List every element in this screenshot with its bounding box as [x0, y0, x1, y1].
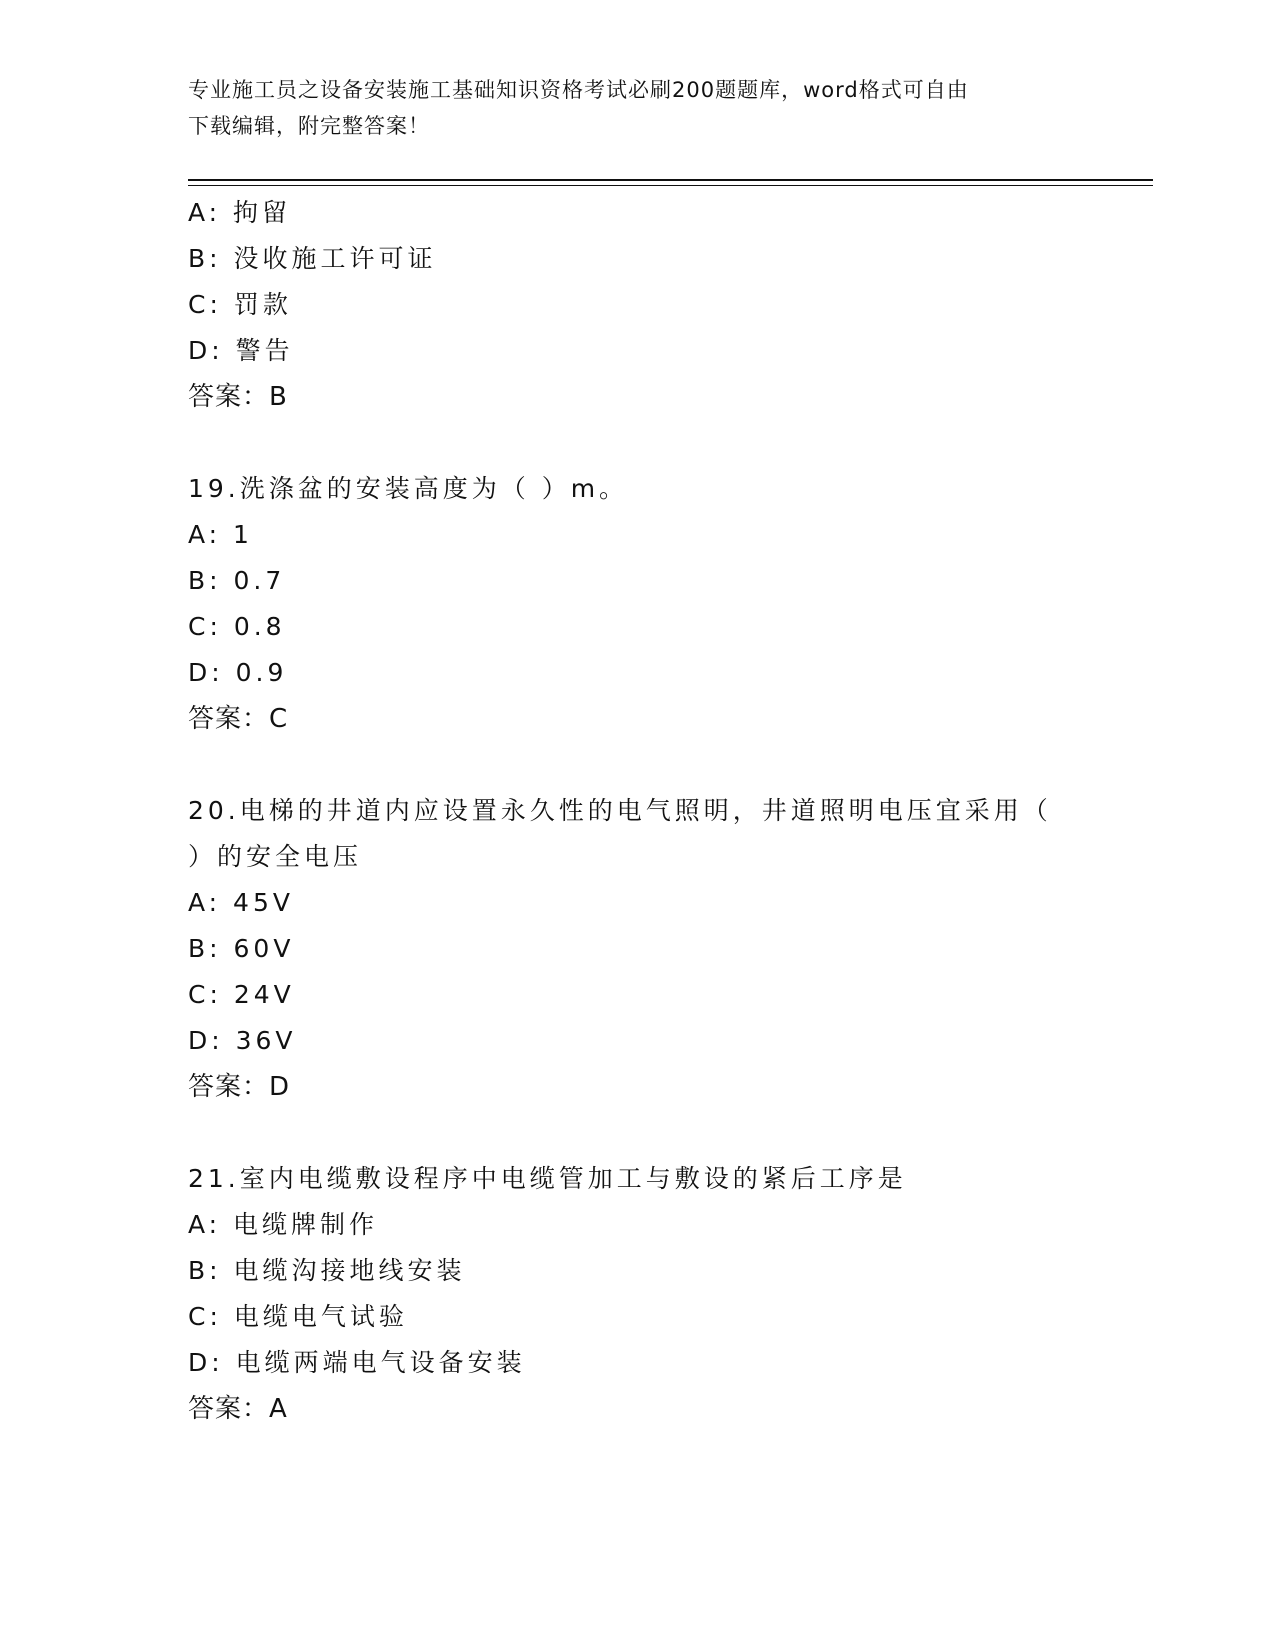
answer: 答案：D: [188, 1072, 291, 1102]
option-a: A: 45V: [188, 888, 294, 917]
option-a: A: 拘留: [188, 198, 292, 227]
document-title: [188, 72, 1088, 144]
answer: 答案：C: [188, 704, 289, 734]
question-list: [188, 190, 1088, 1478]
question-19: [188, 466, 1088, 742]
option-d: D: 警告: [188, 336, 294, 365]
option-b: B: 0.7: [188, 566, 286, 595]
option-d: D: 0.9: [188, 658, 288, 687]
question-21: [188, 1156, 1088, 1432]
question-20: [188, 788, 1088, 1110]
option-c: C: 罚款: [188, 290, 292, 319]
option-c: C: 0.8: [188, 612, 286, 641]
question-stem-line-2: ）的安全电压: [188, 842, 363, 871]
header-divider: [188, 179, 1153, 181]
option-b: B: 电缆沟接地线安装: [188, 1256, 466, 1285]
option-b: B: 没收施工许可证: [188, 244, 437, 273]
question-stem: 19.洗涤盆的安装高度为（ ）m。: [188, 474, 629, 503]
header-divider-thin: [188, 185, 1153, 186]
answer: 答案：B: [188, 382, 288, 412]
option-d: D: 电缆两端电气设备安装: [188, 1348, 526, 1377]
question-18: [188, 190, 1088, 420]
answer: 答案：A: [188, 1394, 288, 1424]
option-c: C: 电缆电气试验: [188, 1302, 408, 1331]
option-c: C: 24V: [188, 980, 295, 1009]
option-d: D: 36V: [188, 1026, 297, 1055]
question-stem: 21.室内电缆敷设程序中电缆管加工与敷设的紧后工序是: [188, 1164, 907, 1193]
question-stem-line-1: 20.电梯的井道内应设置永久性的电气照明，井道照明电压宜采用（: [188, 796, 1052, 825]
option-a: A: 1: [188, 520, 253, 549]
title-line-2: 下载编辑，附完整答案！: [188, 114, 430, 138]
title-line-1: 专业施工员之设备安装施工基础知识资格考试必刷200题题库，word格式可自由: [188, 78, 969, 102]
option-a: A: 电缆牌制作: [188, 1210, 379, 1239]
option-b: B: 60V: [188, 934, 295, 963]
